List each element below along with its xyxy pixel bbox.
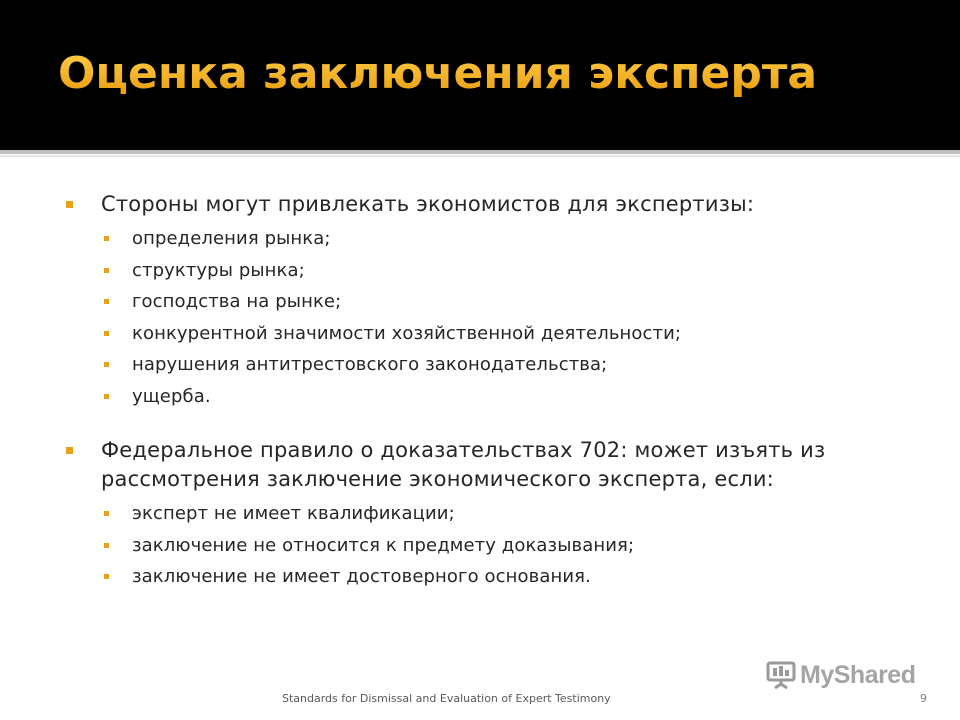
title-band bbox=[0, 0, 960, 150]
square-bullet-icon bbox=[104, 236, 109, 241]
slide-body bbox=[66, 190, 926, 593]
square-bullet-icon bbox=[104, 394, 109, 399]
sub-bullet-text: заключение не имеет достоверного основания. bbox=[132, 566, 591, 587]
page-number: 9 bbox=[920, 692, 927, 705]
bullet-text: Федеральное правило о доказательствах 702: может изъять из рассмотрения заключение экономического эксперта, если: bbox=[101, 438, 826, 491]
sub-bullet-item bbox=[66, 286, 926, 318]
sub-bullet-text: конкурентной значимости хозяйственной деятельности; bbox=[132, 322, 682, 344]
square-bullet-icon bbox=[104, 511, 109, 516]
bullet-item bbox=[66, 190, 926, 219]
square-bullet-icon bbox=[104, 268, 109, 273]
square-bullet-icon bbox=[104, 543, 109, 548]
sub-bullet-text: заключение не относится к предмету доказывания; bbox=[132, 534, 635, 556]
sub-bullet-item bbox=[66, 381, 926, 413]
sub-bullet-item bbox=[66, 223, 926, 255]
sub-bullet-text: господства на рынке; bbox=[132, 291, 342, 312]
sub-bullet-item bbox=[66, 349, 926, 381]
sub-bullet-item bbox=[66, 498, 926, 530]
sub-bullet-item bbox=[66, 561, 926, 593]
sub-bullet-item bbox=[66, 318, 926, 350]
title-divider-light bbox=[0, 155, 960, 157]
sub-bullet-text: структуры рынка; bbox=[132, 259, 305, 281]
square-bullet-icon bbox=[66, 447, 73, 454]
square-bullet-icon bbox=[104, 331, 109, 336]
sub-bullet-text: нарушения антитрестовского законодательства; bbox=[132, 354, 608, 375]
watermark-text: MyShared bbox=[800, 660, 916, 689]
slide-title: Оценка заключения эксперта bbox=[58, 48, 818, 99]
sub-bullet-text: определения рынка; bbox=[132, 228, 331, 249]
sub-bullet-text: эксперт не имеет квалификации; bbox=[132, 503, 455, 524]
slide-footer: Standards for Dismissal and Evaluation of Expert Testimony bbox=[282, 692, 611, 705]
square-bullet-icon bbox=[104, 362, 109, 367]
bullet-text: Стороны могут привлекать экономистов для экспертизы: bbox=[101, 192, 755, 216]
bullet-item bbox=[66, 436, 926, 494]
presentation-board-icon bbox=[766, 660, 796, 690]
sub-bullet-item bbox=[66, 530, 926, 562]
square-bullet-icon bbox=[104, 299, 109, 304]
square-bullet-icon bbox=[104, 574, 109, 579]
sub-bullet-item bbox=[66, 255, 926, 287]
sub-bullet-text: ущерба. bbox=[132, 385, 211, 407]
title-divider bbox=[0, 150, 960, 154]
square-bullet-icon bbox=[66, 201, 73, 208]
myshared-watermark bbox=[766, 656, 915, 694]
